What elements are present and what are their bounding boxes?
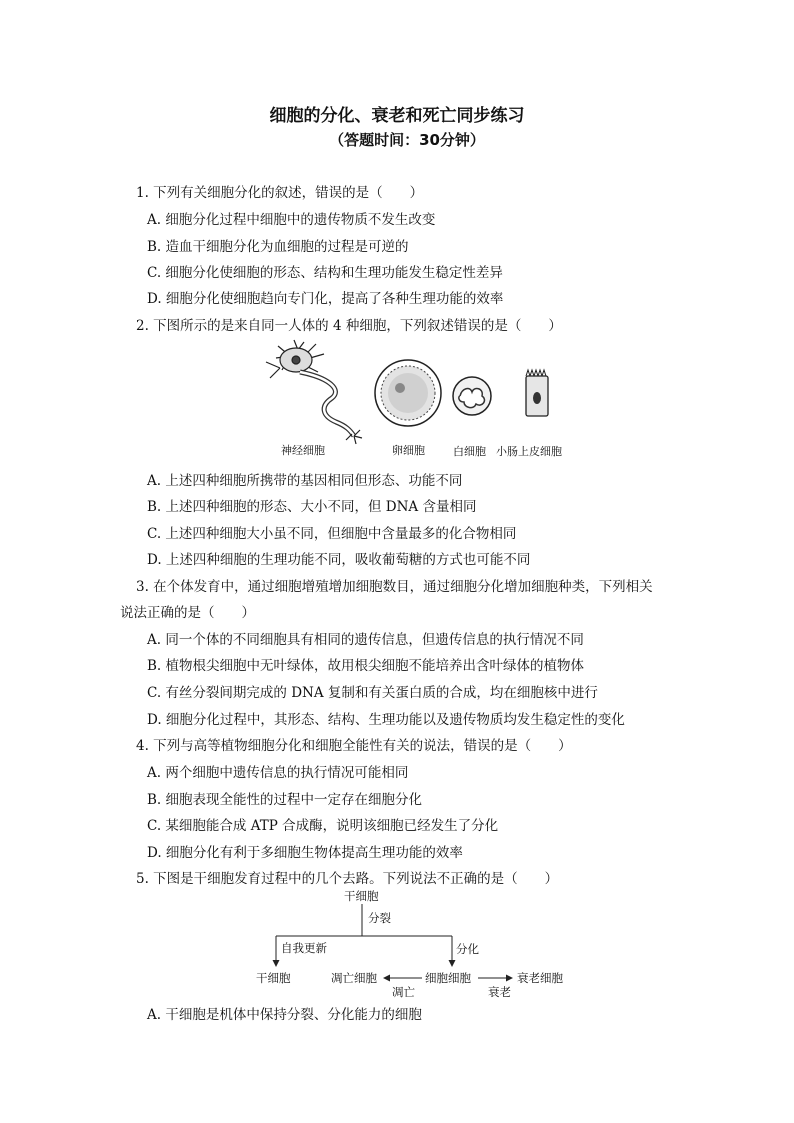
question-4-option-d: D. 细胞分化有利于多细胞生物体提高生理功能的效率: [147, 845, 463, 861]
figure-label-neuron: 神经细胞: [281, 444, 325, 457]
page-title: 细胞的分化、衰老和死亡同步练习: [269, 106, 525, 126]
question-3-option-d: D. 细胞分化过程中，其形态、结构、生理功能以及遗传物质均发生稳定性的变化: [147, 712, 625, 728]
question-1-option-b: B. 造血干细胞分化为血细胞的过程是可逆的: [147, 239, 409, 255]
page-subtitle: （答题时间：30分钟）: [329, 131, 485, 149]
question-4-option-c: C. 某细胞能合成 ATP 合成酶，说明该细胞已经发生了分化: [147, 818, 499, 834]
diagram-apoptosis-label: 凋亡: [392, 985, 415, 999]
question-3-option-c: C. 有丝分裂间期完成的 DNA 复制和有关蛋白质的合成，均在细胞核中进行: [147, 685, 598, 701]
question-1-stem: 1. 下列有关细胞分化的叙述，错误的是（ ）: [136, 185, 424, 201]
question-1-option-c: C. 细胞分化使细胞的形态、结构和生理功能发生稳定性差异: [147, 265, 503, 281]
question-2-option-c: C. 上述四种细胞大小虽不同，但细胞中含量最多的化合物相同: [147, 526, 517, 542]
question-4-option-b: B. 细胞表现全能性的过程中一定存在细胞分化: [147, 792, 423, 808]
question-2-option-d: D. 上述四种细胞的生理功能不同，吸收葡萄糖的方式也可能不同: [147, 552, 531, 568]
question-2-option-a: A. 上述四种细胞所携带的基因相同但形态、功能不同: [147, 473, 463, 489]
question-4-stem: 4. 下列与高等植物细胞分化和细胞全能性有关的说法，错误的是（ ）: [136, 738, 572, 754]
diagram-split-label: 分裂: [368, 911, 391, 925]
diagram-aging-label: 衰老: [488, 985, 511, 999]
question-3-stem-line1: 3. 在个体发育中，通过细胞增殖增加细胞数目，通过细胞分化增加细胞种类，下列相关: [136, 579, 653, 595]
diagram-top-stem-cell: 干细胞: [344, 889, 379, 903]
question-2-option-b: B. 上述四种细胞的形态、大小不同，但 DNA 含量相同: [147, 499, 477, 515]
question-3-option-a: A. 同一个体的不同细胞具有相同的遗传信息，但遗传信息的执行情况不同: [147, 632, 584, 648]
diagram-senescent-cell: 衰老细胞: [517, 971, 563, 985]
question-4-option-a: A. 两个细胞中遗传信息的执行情况可能相同: [147, 765, 409, 781]
diagram-self-renew-label: 自我更新: [281, 941, 327, 955]
question-1-option-d: D. 细胞分化使细胞趋向专门化，提高了各种生理功能的效率: [147, 291, 504, 307]
figure-label-intestine: 小肠上皮细胞: [496, 445, 562, 458]
diagram-stem-cell-bottom: 干细胞: [256, 971, 291, 985]
question-3-option-b: B. 植物根尖细胞中无叶绿体，故用根尖细胞不能培养出含叶绿体的植物体: [147, 658, 585, 674]
diagram-cell: 细胞细胞: [425, 971, 471, 985]
question-1-option-a: A. 细胞分化过程中细胞中的遗传物质不发生改变: [147, 212, 436, 228]
question-5-option-a: A. 干细胞是机体中保持分裂、分化能力的细胞: [147, 1007, 422, 1023]
diagram-apoptotic-cell: 凋亡细胞: [331, 971, 377, 985]
question-2-stem: 2. 下图所示的是来自同一人体的 4 种细胞，下列叙述错误的是（ ）: [136, 318, 562, 334]
figure-label-white-cell: 白细胞: [453, 445, 486, 458]
question-5-stem: 5. 下图是干细胞发育过程中的几个去路。下列说法不正确的是（ ）: [136, 871, 559, 887]
diagram-differentiate-label: 分化: [456, 942, 479, 956]
figure-label-egg: 卵细胞: [392, 444, 425, 457]
question-3-stem-line2: 说法正确的是（ ）: [120, 605, 255, 621]
